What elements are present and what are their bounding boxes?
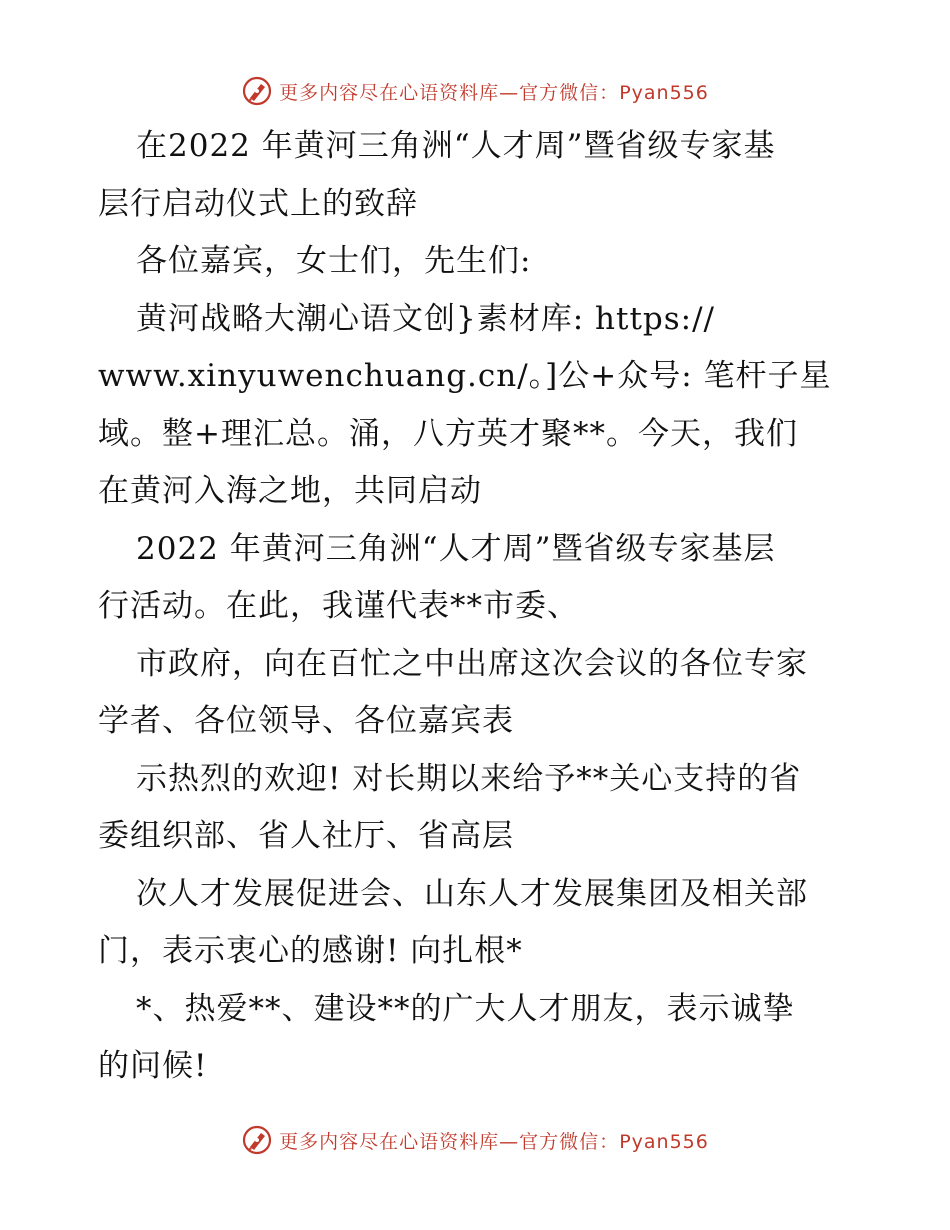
watermark-separator: — xyxy=(499,81,520,104)
text-line: www.xinyuwenchuang.cn/。]公+众号: 笔杆子星 xyxy=(98,358,832,394)
text-line: 黄河战略大潮心语文创}素材库: https:// xyxy=(136,300,715,337)
text-line: 2022 年黄河三角洲“人才周”暨省级专家基层 xyxy=(136,530,776,567)
text-line: 各位嘉宾，女士们，先生们: xyxy=(136,243,532,279)
pen-logo-icon xyxy=(241,1124,273,1156)
text-line: 层行启动仪式上的致辞 xyxy=(98,185,418,222)
text-line: 行活动。在此，我谨代表**市委、 xyxy=(98,588,579,624)
text-line: 域。整+理汇总。涌，八方英才聚**。今天，我们 xyxy=(98,415,798,452)
text-line: 的问候! xyxy=(98,1048,208,1084)
text-line: *、热爱**、建设**的广大人才朋友，表示诚挚 xyxy=(136,990,795,1027)
text-line: 次人才发展促进会、山东人才发展集团及相关部 xyxy=(136,875,808,912)
pen-logo-icon xyxy=(241,75,273,107)
text-line: 门，表示衷心的感谢! 向扎根* xyxy=(98,933,523,969)
text-line: 在2022 年黄河三角洲“人才周”暨省级专家基 xyxy=(136,128,776,164)
watermark-contact-label: 官方微信： xyxy=(519,1130,620,1153)
watermark-brand: 更多内容尽在心语资料库 xyxy=(279,81,500,104)
watermark-contact-label: 官方微信： xyxy=(519,81,620,104)
text-line: 学者、各位领导、各位嘉宾表 xyxy=(98,703,514,739)
text-line: 委组织部、省人社厅、省高层 xyxy=(98,818,514,854)
watermark-contact-id: Pyan556 xyxy=(619,81,709,104)
header-watermark xyxy=(0,71,950,111)
text-line: 在黄河入海之地，共同启动 xyxy=(98,473,482,509)
document-body xyxy=(98,118,858,1096)
watermark-contact-id: Pyan556 xyxy=(619,1130,709,1153)
watermark-separator: — xyxy=(499,1130,520,1153)
text-line: 市政府，向在百忙之中出席这次会议的各位专家 xyxy=(136,645,808,682)
text-line: 示热烈的欢迎! 对长期以来给予**关心支持的省 xyxy=(136,760,802,797)
watermark-brand: 更多内容尽在心语资料库 xyxy=(279,1130,500,1153)
footer-watermark xyxy=(0,1120,950,1160)
